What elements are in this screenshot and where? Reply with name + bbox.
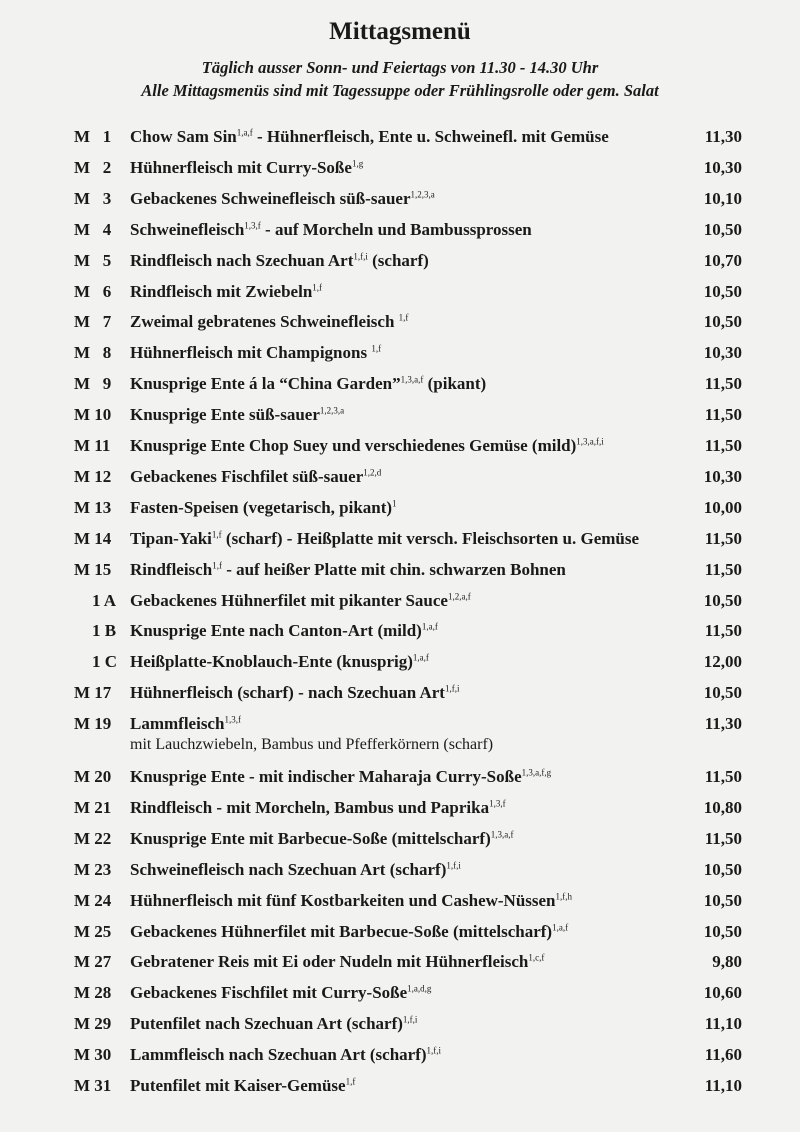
item-code: M 12 — [74, 466, 112, 486]
item-price: 11,50 — [704, 374, 742, 394]
item-name: Rindfleisch - mit Morcheln, Bambus und Paprika$^{1,3,f}$ — [130, 797, 506, 817]
allergen-codes: 1,3,a,f,i — [576, 436, 604, 447]
menu-item — [0, 374, 800, 400]
allergen-codes: 1,a,f — [421, 621, 438, 632]
item-name: Rindfleisch nach Szechuan Art$^{1,f,i}$ (scharf) — [130, 250, 429, 270]
menu-item — [0, 312, 800, 338]
item-code: M 4 — [74, 219, 112, 239]
item-code: M 25 — [74, 921, 112, 941]
item-name: Knusprige Ente á la “China Garden”$^{1,3,a,f}$ (pikant) — [130, 374, 487, 394]
item-code: M 24 — [74, 890, 112, 910]
item-code: M 20 — [74, 767, 112, 786]
item-code: M 5 — [74, 250, 112, 270]
item-price: 10,70 — [703, 250, 742, 270]
item-price: 10,60 — [703, 983, 742, 1003]
item-price: 10,30 — [703, 157, 742, 177]
menu-item — [0, 860, 800, 886]
menu-note: Alle Mittagsmenüs sind mit Tagessuppe oder Frühlingsrolle oder gem. Salat — [141, 81, 659, 100]
item-code: M 1 — [74, 127, 112, 146]
item-price: 10,50 — [703, 683, 742, 703]
item-name: Chow Sam Sin$^{1,a,f}$ - Hühnerfleisch, Ente u. Schweinefl. mit Gemüse — [130, 127, 609, 146]
opening-hours: Täglich ausser Sonn- und Feiertags von 11.30 - 14.30 Uhr — [201, 58, 599, 77]
item-name: Zweimal gebratenes Schweinefleisch $^{1,f}$ — [130, 312, 409, 332]
item-name: Putenfilet mit Kaiser-Gemüse$^{1,f}$ — [130, 1076, 356, 1095]
item-price: 10,30 — [703, 466, 742, 486]
item-name: Gebackenes Fischfilet mit Curry-Soße$^{1,a,d,g}$ — [130, 983, 432, 1003]
item-name: Lammfleisch$^{1,3,f}$ — [130, 714, 241, 734]
item-code: M 8 — [74, 343, 112, 363]
item-price: 10,50 — [703, 890, 742, 910]
item-price: 10,50 — [703, 921, 742, 941]
menu-item — [0, 1014, 800, 1040]
allergen-codes: 1,f — [211, 529, 222, 540]
menu-item — [0, 251, 800, 277]
item-code: M 15 — [74, 559, 112, 579]
item-price: 11,50 — [704, 559, 742, 579]
item-description: mit Lauchzwiebeln, Bambus und Pfefferkörnern (scharf) — [130, 736, 494, 754]
menu-item — [0, 829, 800, 855]
item-code: M 21 — [74, 797, 112, 817]
item-price: 9,80 — [712, 952, 742, 972]
item-name: Rindfleisch$^{1,f}$ - auf heißer Platte mit chin. schwarzen Bohnen — [130, 559, 566, 579]
menu-item — [0, 343, 800, 369]
item-code: 1 C — [92, 652, 118, 672]
menu-item — [0, 652, 800, 678]
allergen-codes: 1 — [392, 498, 397, 509]
allergen-codes: 1,g — [351, 158, 364, 169]
item-code: M 7 — [74, 312, 112, 332]
item-name: Knusprige Ente nach Canton-Art (mild)$^{1,a,f}$ — [130, 621, 438, 641]
item-name: Gebackenes Fischfilet süß-sauer$^{1,2,d}$ — [130, 466, 382, 486]
item-price: 10,00 — [703, 497, 742, 517]
item-price: 11,50 — [704, 828, 742, 848]
item-code: M 23 — [74, 859, 112, 879]
page-title: Mittagsmenü — [329, 18, 471, 45]
item-name: Lammfleisch nach Szechuan Art (scharf)$^{1,f,i}$ — [130, 1045, 442, 1065]
menu-item — [0, 591, 800, 617]
menu-item — [0, 220, 800, 246]
item-code: M 27 — [74, 952, 112, 972]
item-code: M 22 — [74, 828, 112, 848]
menu-item — [0, 467, 800, 493]
menu-item — [0, 158, 800, 184]
menu-item — [0, 127, 800, 153]
item-code: M 14 — [74, 528, 112, 548]
allergen-codes: 1,2,3,a — [319, 405, 345, 416]
allergen-codes: 1,a,f — [552, 921, 569, 932]
item-name: Heißplatte-Knoblauch-Ente (knusprig)$^{1,a,f}$ — [130, 652, 429, 672]
item-name: Schweinefleisch$^{1,3,f}$ - auf Morcheln und Bambussprossen — [130, 219, 532, 239]
item-name: Knusprige Ente Chop Suey und verschiedenes Gemüse (mild)$^{1,3,a,f,i}$ — [130, 436, 604, 455]
menu-item — [0, 621, 800, 647]
menu-item — [0, 714, 800, 754]
item-price: 10,50 — [703, 281, 742, 301]
menu-item — [0, 983, 800, 1009]
allergen-codes: 1,3,f — [489, 798, 506, 809]
allergen-codes: 1,a,f — [412, 652, 429, 663]
menu-item — [0, 767, 800, 793]
item-name: Gebackenes Hühnerfilet mit pikanter Sauce$^{1,2,a,f}$ — [130, 590, 471, 610]
menu-item — [0, 798, 800, 824]
menu-item — [0, 683, 800, 709]
item-name: Knusprige Ente süß-sauer$^{1,2,3,a}$ — [130, 405, 345, 425]
menu-item — [0, 922, 800, 948]
item-name: Hühnerfleisch (scharf) - nach Szechuan Art$^{1,f,i}$ — [130, 683, 460, 703]
item-price: 10,50 — [703, 590, 742, 610]
menu-item — [0, 529, 800, 555]
allergen-codes: 1,f,i — [444, 683, 460, 694]
item-price: 11,50 — [704, 621, 742, 641]
item-code: M 10 — [74, 405, 112, 425]
menu-item — [0, 1076, 800, 1102]
item-code: 1 A — [92, 590, 117, 610]
item-name: Hühnerfleisch mit fünf Kostbarkeiten und Cashew-Nüssen$^{1,f,h}$ — [130, 890, 573, 910]
item-price: 10,50 — [703, 312, 742, 332]
item-name: Hühnerfleisch mit Curry-Soße$^{1,g}$ — [130, 157, 364, 177]
item-code: M 31 — [74, 1076, 112, 1095]
item-price: 11,10 — [704, 1014, 742, 1034]
allergen-codes: 1,c,f — [528, 952, 545, 963]
item-price: 10,50 — [703, 859, 742, 879]
item-code: M 2 — [74, 157, 112, 177]
item-code: M 28 — [74, 983, 112, 1003]
menu-item — [0, 436, 800, 462]
menu-item — [0, 952, 800, 978]
allergen-codes: 1,f,h — [555, 890, 573, 901]
item-code: M 29 — [74, 1014, 112, 1034]
item-price: 11,60 — [704, 1045, 742, 1065]
item-code: M 6 — [74, 281, 112, 301]
item-code: M 13 — [74, 497, 112, 517]
item-name: Knusprige Ente - mit indischer Maharaja Curry-Soße$^{1,3,a,f,g}$ — [130, 767, 552, 786]
item-price: 11,50 — [704, 767, 742, 786]
allergen-codes: 1,f,i — [446, 860, 461, 871]
item-price: 12,00 — [703, 652, 742, 672]
item-price: 10,50 — [703, 219, 742, 239]
item-name: Rindfleisch mit Zwiebeln$^{1,f}$ — [130, 281, 323, 301]
menu-item — [0, 498, 800, 524]
item-code: 1 B — [92, 621, 117, 641]
allergen-codes: 1,f — [212, 559, 222, 570]
item-code: M 30 — [74, 1045, 112, 1065]
allergen-codes: 1,3,a,f,g — [521, 767, 552, 778]
item-name: Gebratener Reis mit Ei oder Nudeln mit Hühnerfleisch$^{1,c,f}$ — [130, 952, 545, 972]
item-code: M 17 — [74, 683, 112, 703]
item-price: 11,30 — [704, 127, 742, 146]
item-price: 10,80 — [703, 797, 742, 817]
item-name: Hühnerfleisch mit Champignons $^{1,f}$ — [130, 343, 382, 363]
menu-item — [0, 1045, 800, 1071]
item-code: M 9 — [74, 374, 112, 394]
item-name: Schweinefleisch nach Szechuan Art (scharf)$^{1,f,i}$ — [130, 859, 461, 879]
allergen-codes: 1,2,d — [363, 467, 382, 478]
item-name: Knusprige Ente mit Barbecue-Soße (mittelscharf)$^{1,3,a,f}$ — [130, 828, 514, 848]
allergen-codes: 1,3,f — [244, 220, 261, 231]
allergen-codes: 1,2,a,f — [447, 590, 471, 601]
item-price: 11,30 — [704, 714, 742, 734]
allergen-codes: 1,3,a,f — [400, 374, 424, 385]
allergen-codes: 1,3,a,f — [490, 829, 514, 840]
allergen-codes: 1,f — [345, 1076, 356, 1087]
item-name: Tipan-Yaki$^{1,f}$ (scharf) - Heißplatte mit versch. Fleischsorten u. Gemüse — [130, 528, 640, 548]
allergen-codes: 1,a,d,g — [407, 983, 432, 994]
allergen-codes: 1,f — [312, 281, 323, 292]
item-code: M 3 — [74, 188, 112, 208]
item-price: 10,30 — [703, 343, 742, 363]
allergen-codes: 1,f — [398, 312, 409, 323]
item-price: 11,50 — [704, 528, 742, 548]
item-code: M 19 — [74, 714, 112, 734]
item-name: Gebackenes Schweinefleisch süß-sauer$^{1,2,3,a}$ — [130, 188, 435, 208]
allergen-codes: 1,f,i — [353, 250, 368, 261]
item-price: 11,10 — [704, 1076, 742, 1095]
menu-item — [0, 891, 800, 917]
item-name: Putenfilet nach Szechuan Art (scharf)$^{1,f,i}$ — [130, 1014, 418, 1034]
allergen-codes: 1,f — [371, 343, 382, 354]
item-code: M 11 — [74, 436, 111, 455]
allergen-codes: 1,3,f — [224, 714, 241, 725]
menu-item — [0, 282, 800, 308]
item-name: Fasten-Speisen (vegetarisch, pikant)$^1$ — [130, 497, 397, 517]
allergen-codes: 1,f,i — [426, 1045, 442, 1056]
menu-item — [0, 560, 800, 586]
allergen-codes: 1,a,f — [236, 127, 253, 138]
menu-item — [0, 405, 800, 431]
item-name: Gebackenes Hühnerfilet mit Barbecue-Soße (mittelscharf)$^{1,a,f}$ — [130, 921, 569, 941]
item-price: 11,50 — [704, 436, 742, 455]
item-price: 10,10 — [703, 188, 742, 208]
menu-item — [0, 189, 800, 215]
allergen-codes: 1,f,i — [402, 1014, 418, 1025]
allergen-codes: 1,2,3,a — [410, 189, 435, 200]
item-price: 11,50 — [704, 405, 742, 425]
